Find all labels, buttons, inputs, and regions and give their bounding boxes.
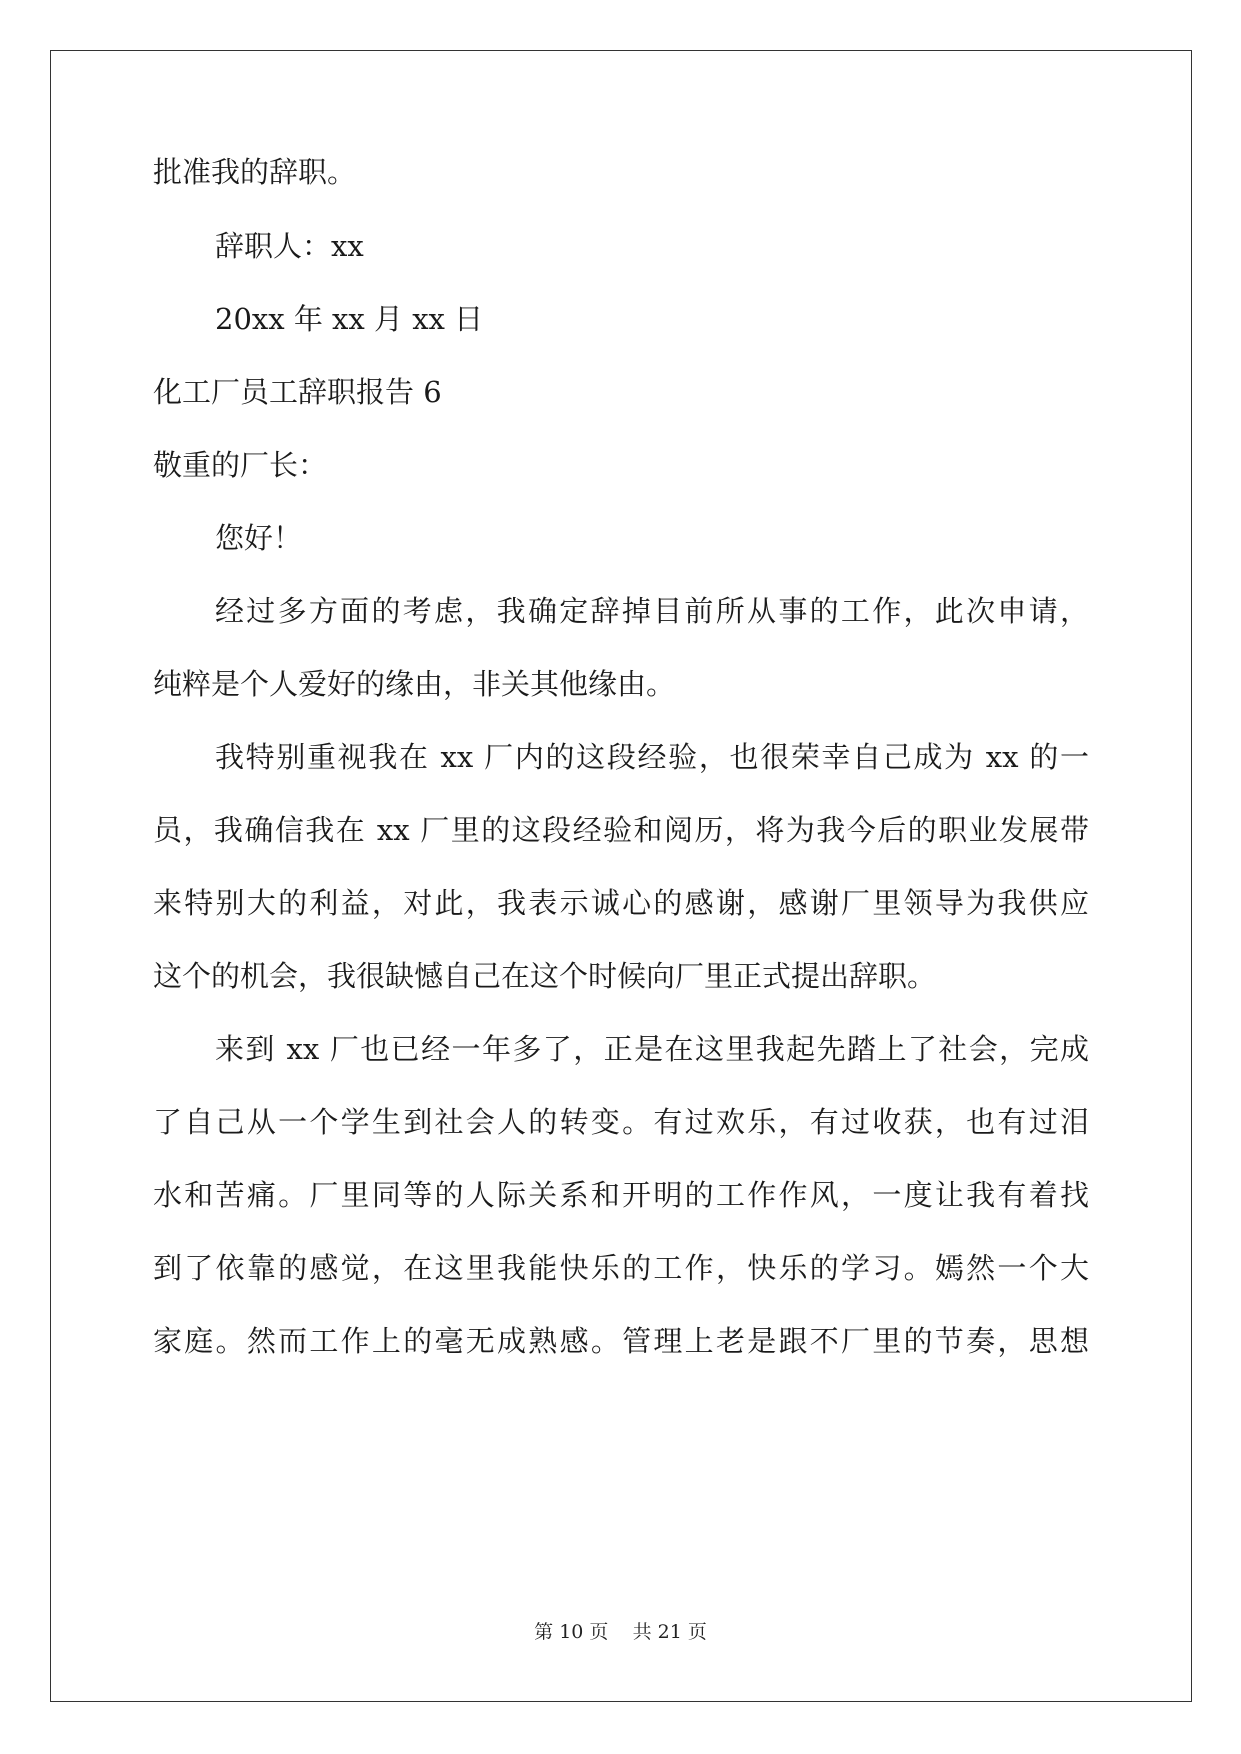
paragraph-line: 这个的机会，我很缺憾自己在这个时候向厂里正式提出辞职。 xyxy=(153,959,937,993)
signature-line: 辞职人：xx xyxy=(215,229,364,263)
page-footer xyxy=(0,1620,1241,1644)
greeting: 您好！ xyxy=(215,521,303,555)
page-number-label: 第 10 页 共 21 页 xyxy=(534,1621,707,1643)
salutation: 敬重的厂长： xyxy=(153,448,328,482)
paragraph-line: 员，我确信我在 xx 厂里的这段经验和阅历，将为我今后的职业发展带 xyxy=(153,813,1089,847)
paragraph-line: 家庭。然而工作上的毫无成熟感。管理上老是跟不厂里的节奏，思想 xyxy=(153,1324,1089,1358)
paragraph-line: 来特别大的利益，对此，我表示诚心的感谢，感谢厂里领导为我供应 xyxy=(153,886,1089,920)
paragraph-line: 水和苦痛。厂里同等的人际关系和开明的工作作风，一度让我有着找 xyxy=(153,1178,1089,1212)
paragraph-line: 我特别重视我在 xx 厂内的这段经验，也很荣幸自己成为 xx 的一 xyxy=(215,740,1089,774)
closing-request-line: 批准我的辞职。 xyxy=(153,155,357,189)
page-border xyxy=(50,50,1192,1702)
paragraph-line: 经过多方面的考虑，我确定辞掉目前所从事的工作，此次申请， xyxy=(215,594,1089,628)
paragraph-line: 来到 xx 厂也已经一年多了，正是在这里我起先踏上了社会，完成 xyxy=(215,1032,1089,1066)
date-line: 20xx 年 xx 月 xx 日 xyxy=(215,302,484,336)
paragraph-line: 纯粹是个人爱好的缘由，非关其他缘由。 xyxy=(153,667,676,701)
paragraph-line: 到了依靠的感觉，在这里我能快乐的工作，快乐的学习。嫣然一个大 xyxy=(153,1251,1089,1285)
paragraph-line: 了自己从一个学生到社会人的转变。有过欢乐，有过收获，也有过泪 xyxy=(153,1105,1089,1139)
section-title: 化工厂员工辞职报告 6 xyxy=(153,375,442,409)
